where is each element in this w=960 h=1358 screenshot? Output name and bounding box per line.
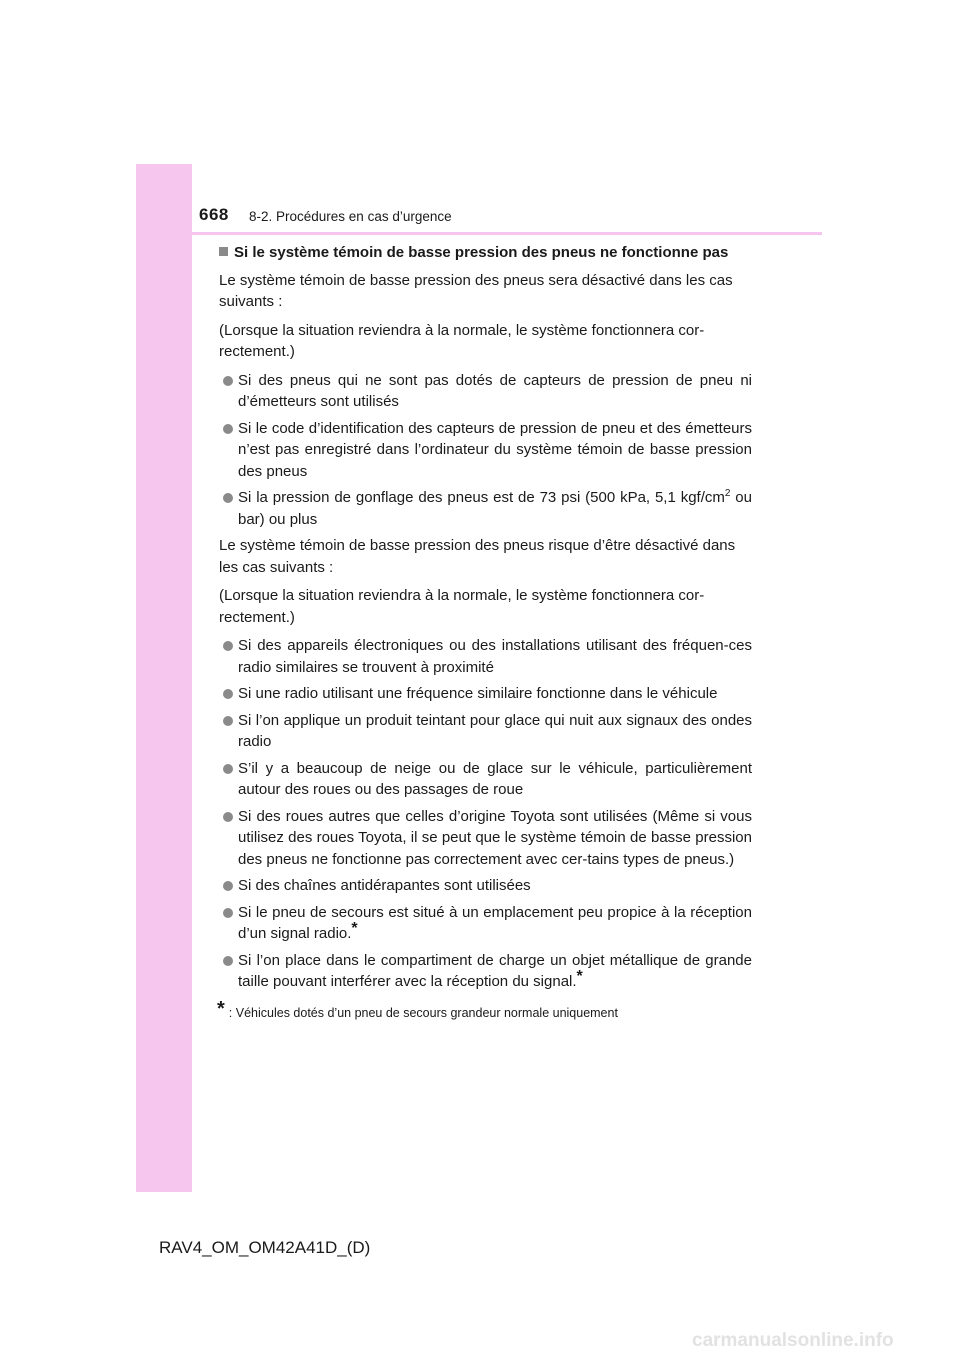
- square-bullet-icon: [219, 247, 228, 256]
- circle-bullet-icon: [223, 376, 233, 386]
- list-item: [212, 487, 752, 530]
- circle-bullet-icon: [223, 641, 233, 651]
- watermark: carmanualsonline.info: [692, 1330, 894, 1351]
- list-item: [212, 683, 752, 705]
- circle-bullet-icon: [223, 689, 233, 699]
- circle-bullet-icon: [223, 716, 233, 726]
- list-item: [212, 635, 752, 678]
- section-title: 8-2. Procédures en cas d’urgence: [249, 209, 452, 224]
- list-item: [212, 950, 752, 993]
- heading-text: Si le système témoin de basse pression des pneus ne fonctionne pas: [234, 244, 729, 261]
- list-item-text: Si l’on applique un produit teintant pour glace qui nuit aux signaux des ondes radio: [238, 711, 752, 750]
- circle-bullet-icon: [223, 908, 233, 918]
- main-content: [212, 242, 752, 1024]
- paragraph: (Lorsque la situation reviendra à la normale, le système fonctionnera cor-rectement.): [219, 587, 705, 626]
- circle-bullet-icon: [223, 764, 233, 774]
- footnote: [212, 999, 752, 1025]
- circle-bullet-icon: [223, 424, 233, 434]
- paragraph: Le système témoin de basse pression des pneus sera désactivé dans les cas suivants :: [219, 271, 733, 310]
- paragraph: Le système témoin de basse pression des pneus risque d’être désactivé dans les cas suivants :: [219, 537, 736, 576]
- footnote-star: *: [217, 997, 225, 1020]
- document-code: RAV4_OM_OM42A41D_(D): [159, 1238, 371, 1257]
- list-item: [212, 418, 752, 483]
- list-item-text: S’il y a beaucoup de neige ou de glace sur le véhicule, particulièrement autour des roues ou des passages de roue: [238, 759, 752, 798]
- list-item: [212, 758, 752, 801]
- superscript: 2: [724, 488, 731, 499]
- list-item: [212, 875, 752, 897]
- list-item-text: Si des appareils électroniques ou des installations utilisant des fréquen-ces radio similaires se trouvent à proximité: [238, 637, 752, 676]
- list-item-text: ou bar) ou plus: [238, 489, 752, 528]
- list-item-text: Si des chaînes antidérapantes sont utilisées: [238, 877, 531, 894]
- circle-bullet-icon: [223, 881, 233, 891]
- list-item-text: Si des roues autres que celles d’origine Toyota sont utilisées (Même si vous utilisez des roues Toyota, il se peut que le système témoin de basse pression des pneus ne fonctionne pas correctement avec cer-tains types de pneus.): [238, 807, 752, 868]
- sidebar-tab: [136, 164, 192, 1192]
- list-item-text: Si le code d’identification des capteurs de pression de pneu et des émetteurs n’est pas enregistré dans l’ordinateur du système témoin de basse pression des pneus: [238, 419, 752, 480]
- circle-bullet-icon: [223, 956, 233, 966]
- circle-bullet-icon: [223, 812, 233, 822]
- footnote-text: : Véhicules dotés d’un pneu de secours grandeur normale uniquement: [228, 1005, 618, 1020]
- footnote-marker: *: [576, 968, 583, 985]
- page-number: 668: [199, 205, 229, 224]
- list-item: [212, 902, 752, 945]
- list-item-text: Si la pression de gonflage des pneus est de 73 psi (500 kPa, 5,1 kgf/cm: [238, 489, 725, 506]
- subsection-heading: [212, 242, 752, 264]
- header-divider: [192, 232, 822, 235]
- list-item: [212, 806, 752, 871]
- list-item: [212, 710, 752, 753]
- list-item-text: Si le pneu de secours est situé à un emplacement peu propice à la réception d’un signal radio.: [238, 903, 752, 942]
- paragraph: (Lorsque la situation reviendra à la normale, le système fonctionnera cor-rectement.): [219, 321, 705, 360]
- list-item-text: Si une radio utilisant une fréquence similaire fonctionne dans le véhicule: [238, 685, 718, 702]
- list-item: [212, 370, 752, 413]
- circle-bullet-icon: [223, 493, 233, 503]
- footnote-marker: *: [351, 920, 358, 937]
- list-item-text: Si l’on place dans le compartiment de charge un objet métallique de grande taille pouvant interférer avec la réception du signal.: [238, 951, 752, 990]
- list-item-text: Si des pneus qui ne sont pas dotés de capteurs de pression de pneu ni d’émetteurs sont utilisés: [238, 371, 752, 410]
